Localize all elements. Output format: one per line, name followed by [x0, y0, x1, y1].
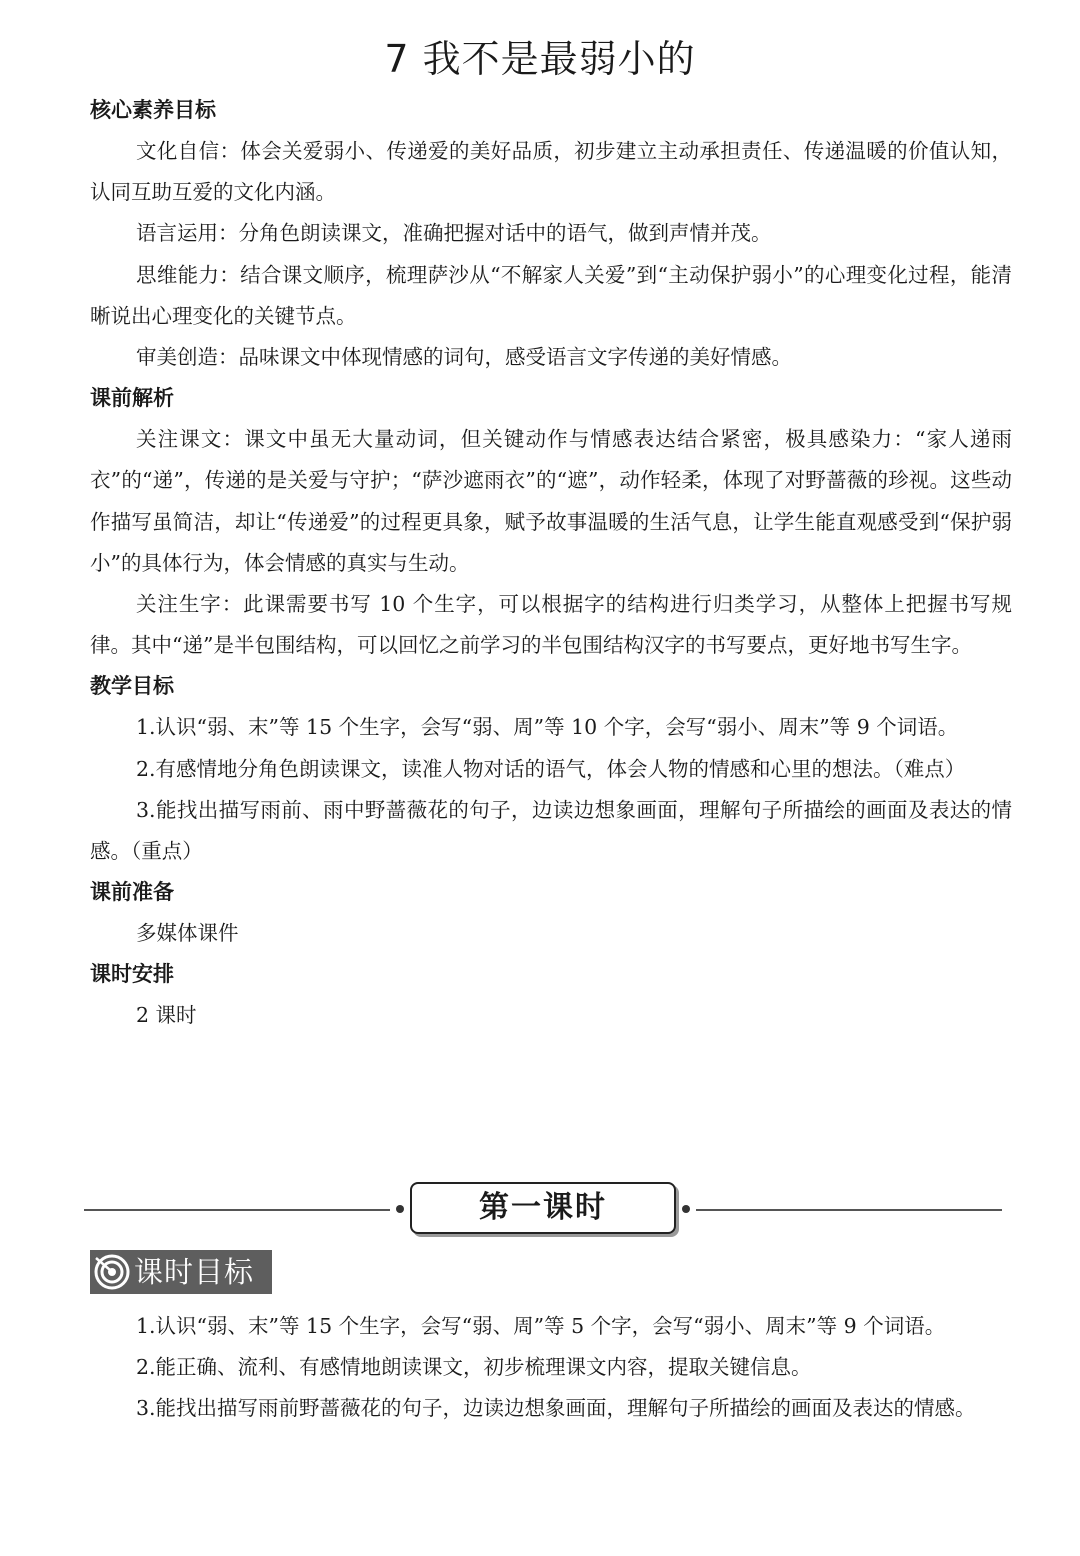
section-pre-analysis: [90, 378, 1012, 666]
paragraph: 1.认识“弱、末”等 15 个生字，会写“弱、周”等 10 个字，会写“弱小、周末”等 9 个词语。: [136, 715, 959, 740]
paragraph: 多媒体课件: [136, 921, 239, 946]
paragraph: 3.能找出描写雨前野蔷薇花的句子，边读边想象画面，理解句子所描绘的画面及表达的情感。: [136, 1396, 976, 1421]
paragraph: 1.认识“弱、末”等 15 个生字，会写“弱、周”等 5 个字，会写“弱小、周末”等 9 个词语。: [136, 1314, 946, 1338]
paragraph: 2.有感情地分角色朗读课文，读准人物对话的语气，体会人物的情感和心里的想法。（难点）: [136, 756, 966, 781]
page-title: 7 我不是最弱小的: [384, 37, 696, 81]
paragraph: 关注课文：课文中虽无大量动词，但关键动作与情感表达结合紧密，极具感染力：“家人递雨衣”的“递”，传递的是关爱与守护；“萨沙遮雨衣”的“遮”，动作轻柔，体现了对野蔷薇的珍视。这些动作描写虽简洁，却让“传递爱”的过程更具象，赋予故事温暖的生活气息，让学生能直观感受到“保护弱小”的具体行为，体会情感的真实与生动。: [90, 427, 1012, 575]
section-preparation: [90, 872, 1012, 954]
target-icon: [94, 1254, 130, 1290]
lesson-goals-content: [90, 1306, 1012, 1430]
section-heading: 课前准备: [90, 880, 174, 905]
section-schedule: [90, 954, 1012, 1036]
section-core-goals: [90, 90, 1012, 378]
paragraph: 3.能找出描写雨前、雨中野蔷薇花的句子，边读边想象画面，理解句子所描绘的画面及表达的情感。（重点）: [90, 797, 1012, 864]
paragraph: 文化自信：体会关爱弱小、传递爱的美好品质，初步建立主动承担责任、传递温暖的价值认知，认同互助互爱的文化内涵。: [90, 139, 1012, 205]
badge-label: 课时目标: [134, 1255, 255, 1289]
paragraph: 2.能正确、流利、有感情地朗读课文，初步梳理课文内容，提取关键信息。: [136, 1355, 812, 1380]
divider-line-right: [696, 1209, 1002, 1211]
paragraph: 语言运用：分角色朗读课文，准确把握对话中的语气，做到声情并茂。: [136, 221, 772, 246]
divider-dot-right: [682, 1205, 690, 1213]
paragraph: 2 课时: [136, 1003, 197, 1028]
section-heading: 核心素养目标: [90, 98, 216, 122]
section-heading: 教学目标: [90, 674, 174, 699]
section-heading: 课时安排: [90, 962, 174, 987]
main-content: [90, 90, 1012, 1037]
paragraph: 关注生字：此课需要书写 10 个生字，可以根据字的结构进行归类学习，从整体上把握书写规律。其中“递”是半包围结构，可以回忆之前学习的半包围结构汉字的书写要点，更好地书写生字。: [90, 592, 1012, 658]
section-teaching-goals: [90, 666, 1012, 872]
lesson-goals-badge: [90, 1250, 272, 1294]
lesson-banner: 第一课时: [410, 1182, 676, 1234]
divider-dot-left: [396, 1205, 404, 1213]
paragraph: 思维能力：结合课文顺序，梳理萨沙从“不解家人关爱”到“主动保护弱小”的心理变化过程，能清晰说出心理变化的关键节点。: [90, 262, 1012, 328]
lesson-divider: [84, 1182, 1002, 1236]
section-heading: 课前解析: [90, 386, 174, 411]
divider-line-left: [84, 1209, 390, 1211]
paragraph: 审美创造：品味课文中体现情感的词句，感受语言文字传递的美好情感。: [136, 345, 792, 370]
